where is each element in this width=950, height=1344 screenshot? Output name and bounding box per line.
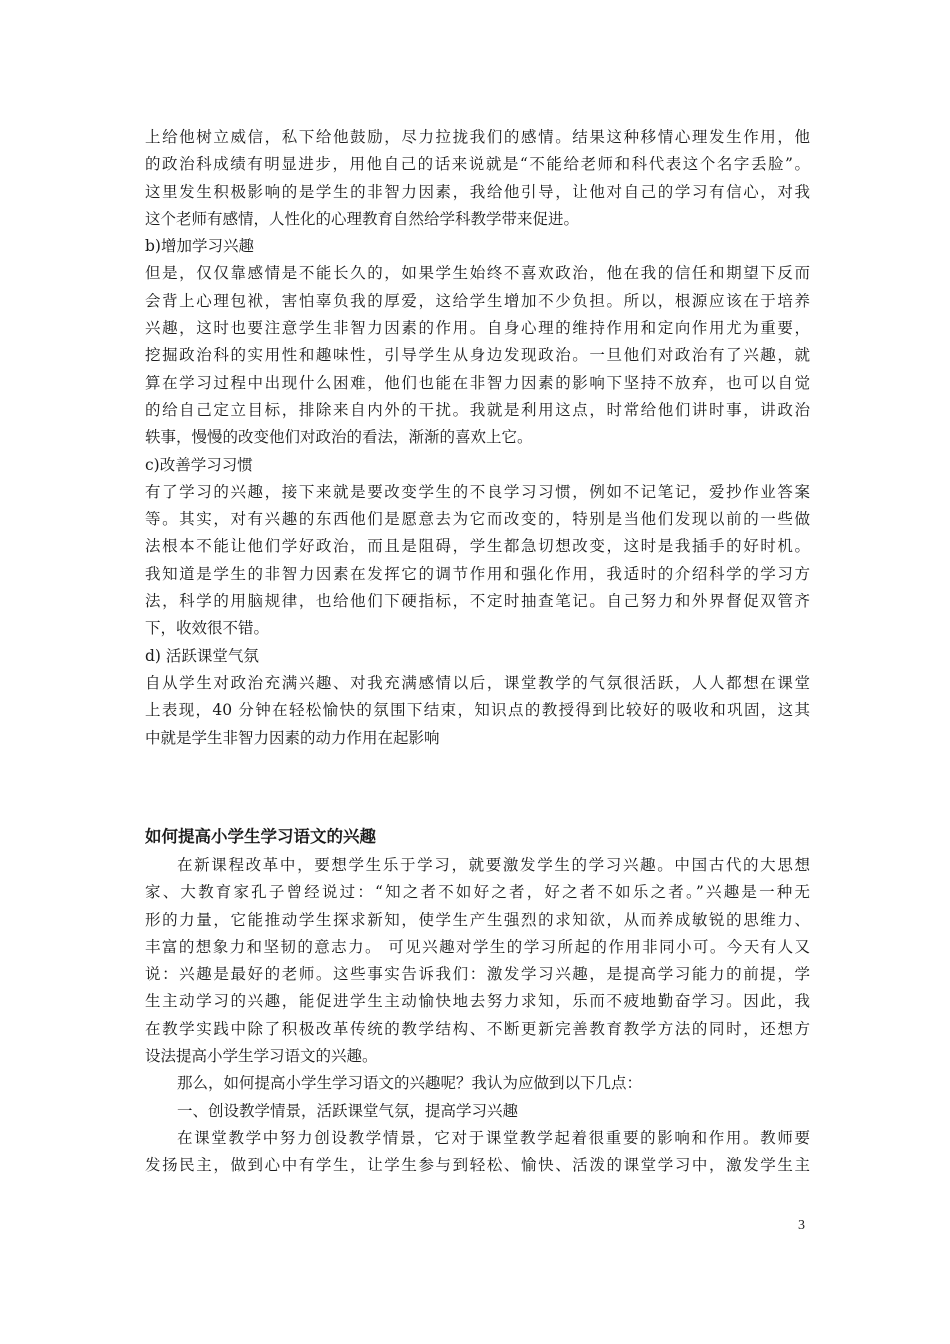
text-line: 下，收效很不错。 [145,619,270,638]
text-line: 法根本不能让他们学好政治，而且是阻碍，学生都急切想改变，这时是我插手的好时机。 [145,537,810,556]
text-line: 说：兴趣是最好的老师。这些事实告诉我们：激发学习兴趣，是提高学习能力的前提，学 [145,965,810,984]
text-line: 发扬民主，做到心中有学生，让学生参与到轻松、愉快、活泼的课堂学习中，激发学生主 [145,1156,810,1175]
subheading-d: d) 活跃课堂气氛 [145,646,259,665]
text-line: 自从学生对政治充满兴趣、对我充满感情以后，课堂教学的气氛很活跃，人人都想在课堂 [145,673,810,692]
text-line: 法，科学的用脑规律，也给他们下硬指标，不定时抽查笔记。自己努力和外界督促双管齐 [145,592,810,611]
text-line: 我知道是学生的非智力因素在发挥它的调节作用和强化作用，我适时的介绍科学的学习方 [145,564,810,583]
subheading-1: 一、创设教学情景，活跃课堂气氛，提高学习兴趣 [177,1101,519,1120]
text-line: 上给他树立威信，私下给他鼓励，尽力拉拢我们的感情。结果这种移情心理发生作用，他 [145,128,810,146]
text-line: 在新课程改革中，要想学生乐于学习，就要激发学生的学习兴趣。中国古代的大思想 [177,856,810,874]
text-line: 在教学实践中除了积极改革传统的教学结构、不断更新完善教育教学方法的同时，还想方 [145,1019,810,1038]
text-line: 这个老师有感情，人性化的心理教育自然给学科教学带来促进。 [145,209,580,228]
text-line: 挖掘政治科的实用性和趣味性，引导学生从身边发现政治。一旦他们对政治有了兴趣，就 [145,346,810,365]
text-line: 那么，如何提高小学生学习语文的兴趣呢？我认为应做到以下几点： [177,1074,643,1093]
subheading-c: c)改善学习习惯 [145,455,253,474]
text-line: 的给自己定立目标，排除来自内外的干扰。我就是利用这点，时常给他们讲时事，讲政治 [145,400,810,419]
text-line: 中就是学生非智力因素的动力作用在起影响 [145,728,440,747]
article-section [145,822,810,1180]
text-line: 兴趣，这时也要注意学生非智力因素的作用。自身心理的维持作用和定向作用尤为重要， [145,319,810,338]
text-line: 形的力量，它能推动学生探求新知，使学生产生强烈的求知欲，从而养成敏锐的思维力、 [145,910,810,929]
text-line: 等。其实，对有兴趣的东西他们是愿意去为它而改变的，特别是当他们发现以前的一些做 [145,510,810,529]
text-line: 生主动学习的兴趣，能促进学生主动愉快地去努力求知，乐而不疲地勤奋学习。因此，我 [145,992,810,1011]
text-line: 有了学习的兴趣，接下来就是要改变学生的不良学习习惯，例如不记笔记，爱抄作业答案 [145,482,810,501]
body-text-section [145,124,810,752]
article-title: 如何提高小学生学习语文的兴趣 [145,827,376,846]
text-line: 这里发生积极影响的是学生的非智力因素，我给他引导，让他对自己的学习有信心，对我 [145,182,810,201]
text-line: 轶事，慢慢的改变他们对政治的看法，渐渐的喜欢上它。 [145,428,533,447]
text-line: 设法提高小学生学习语文的兴趣。 [145,1047,378,1066]
text-line: 在课堂教学中努力创设教学情景，它对于课堂教学起着很重要的影响和作用。教师要 [177,1128,810,1147]
text-line: 的政治科成绩有明显进步，用他自己的话来说就是“不能给老师和科代表这个名字丢脸”。 [145,155,810,174]
page-number: 3 [798,1218,805,1233]
subheading-b: b)增加学习兴趣 [145,237,254,256]
text-line: 上表现，40 分钟在轻松愉快的氛围下结束，知识点的教授得到比较好的吸收和巩固，这其 [145,701,810,720]
text-line: 算在学习过程中出现什么困难，他们也能在非智力因素的影响下坚持不放弃，也可以自觉 [145,373,810,392]
text-line: 家、大教育家孔子曾经说过：“知之者不如好之者，好之者不如乐之者。”兴趣是一种无 [145,883,810,902]
text-line: 但是，仅仅靠感情是不能长久的，如果学生始终不喜欢政治，他在我的信任和期望下反而 [145,264,810,283]
text-line: 会背上心理包袱，害怕辜负我的厚爱，这给学生增加不少负担。所以，根源应该在于培养 [145,291,810,310]
text-line: 丰富的想象力和坚韧的意志力。 可见兴趣对学生的学习所起的作用非同小可。今天有人又 [145,937,810,956]
